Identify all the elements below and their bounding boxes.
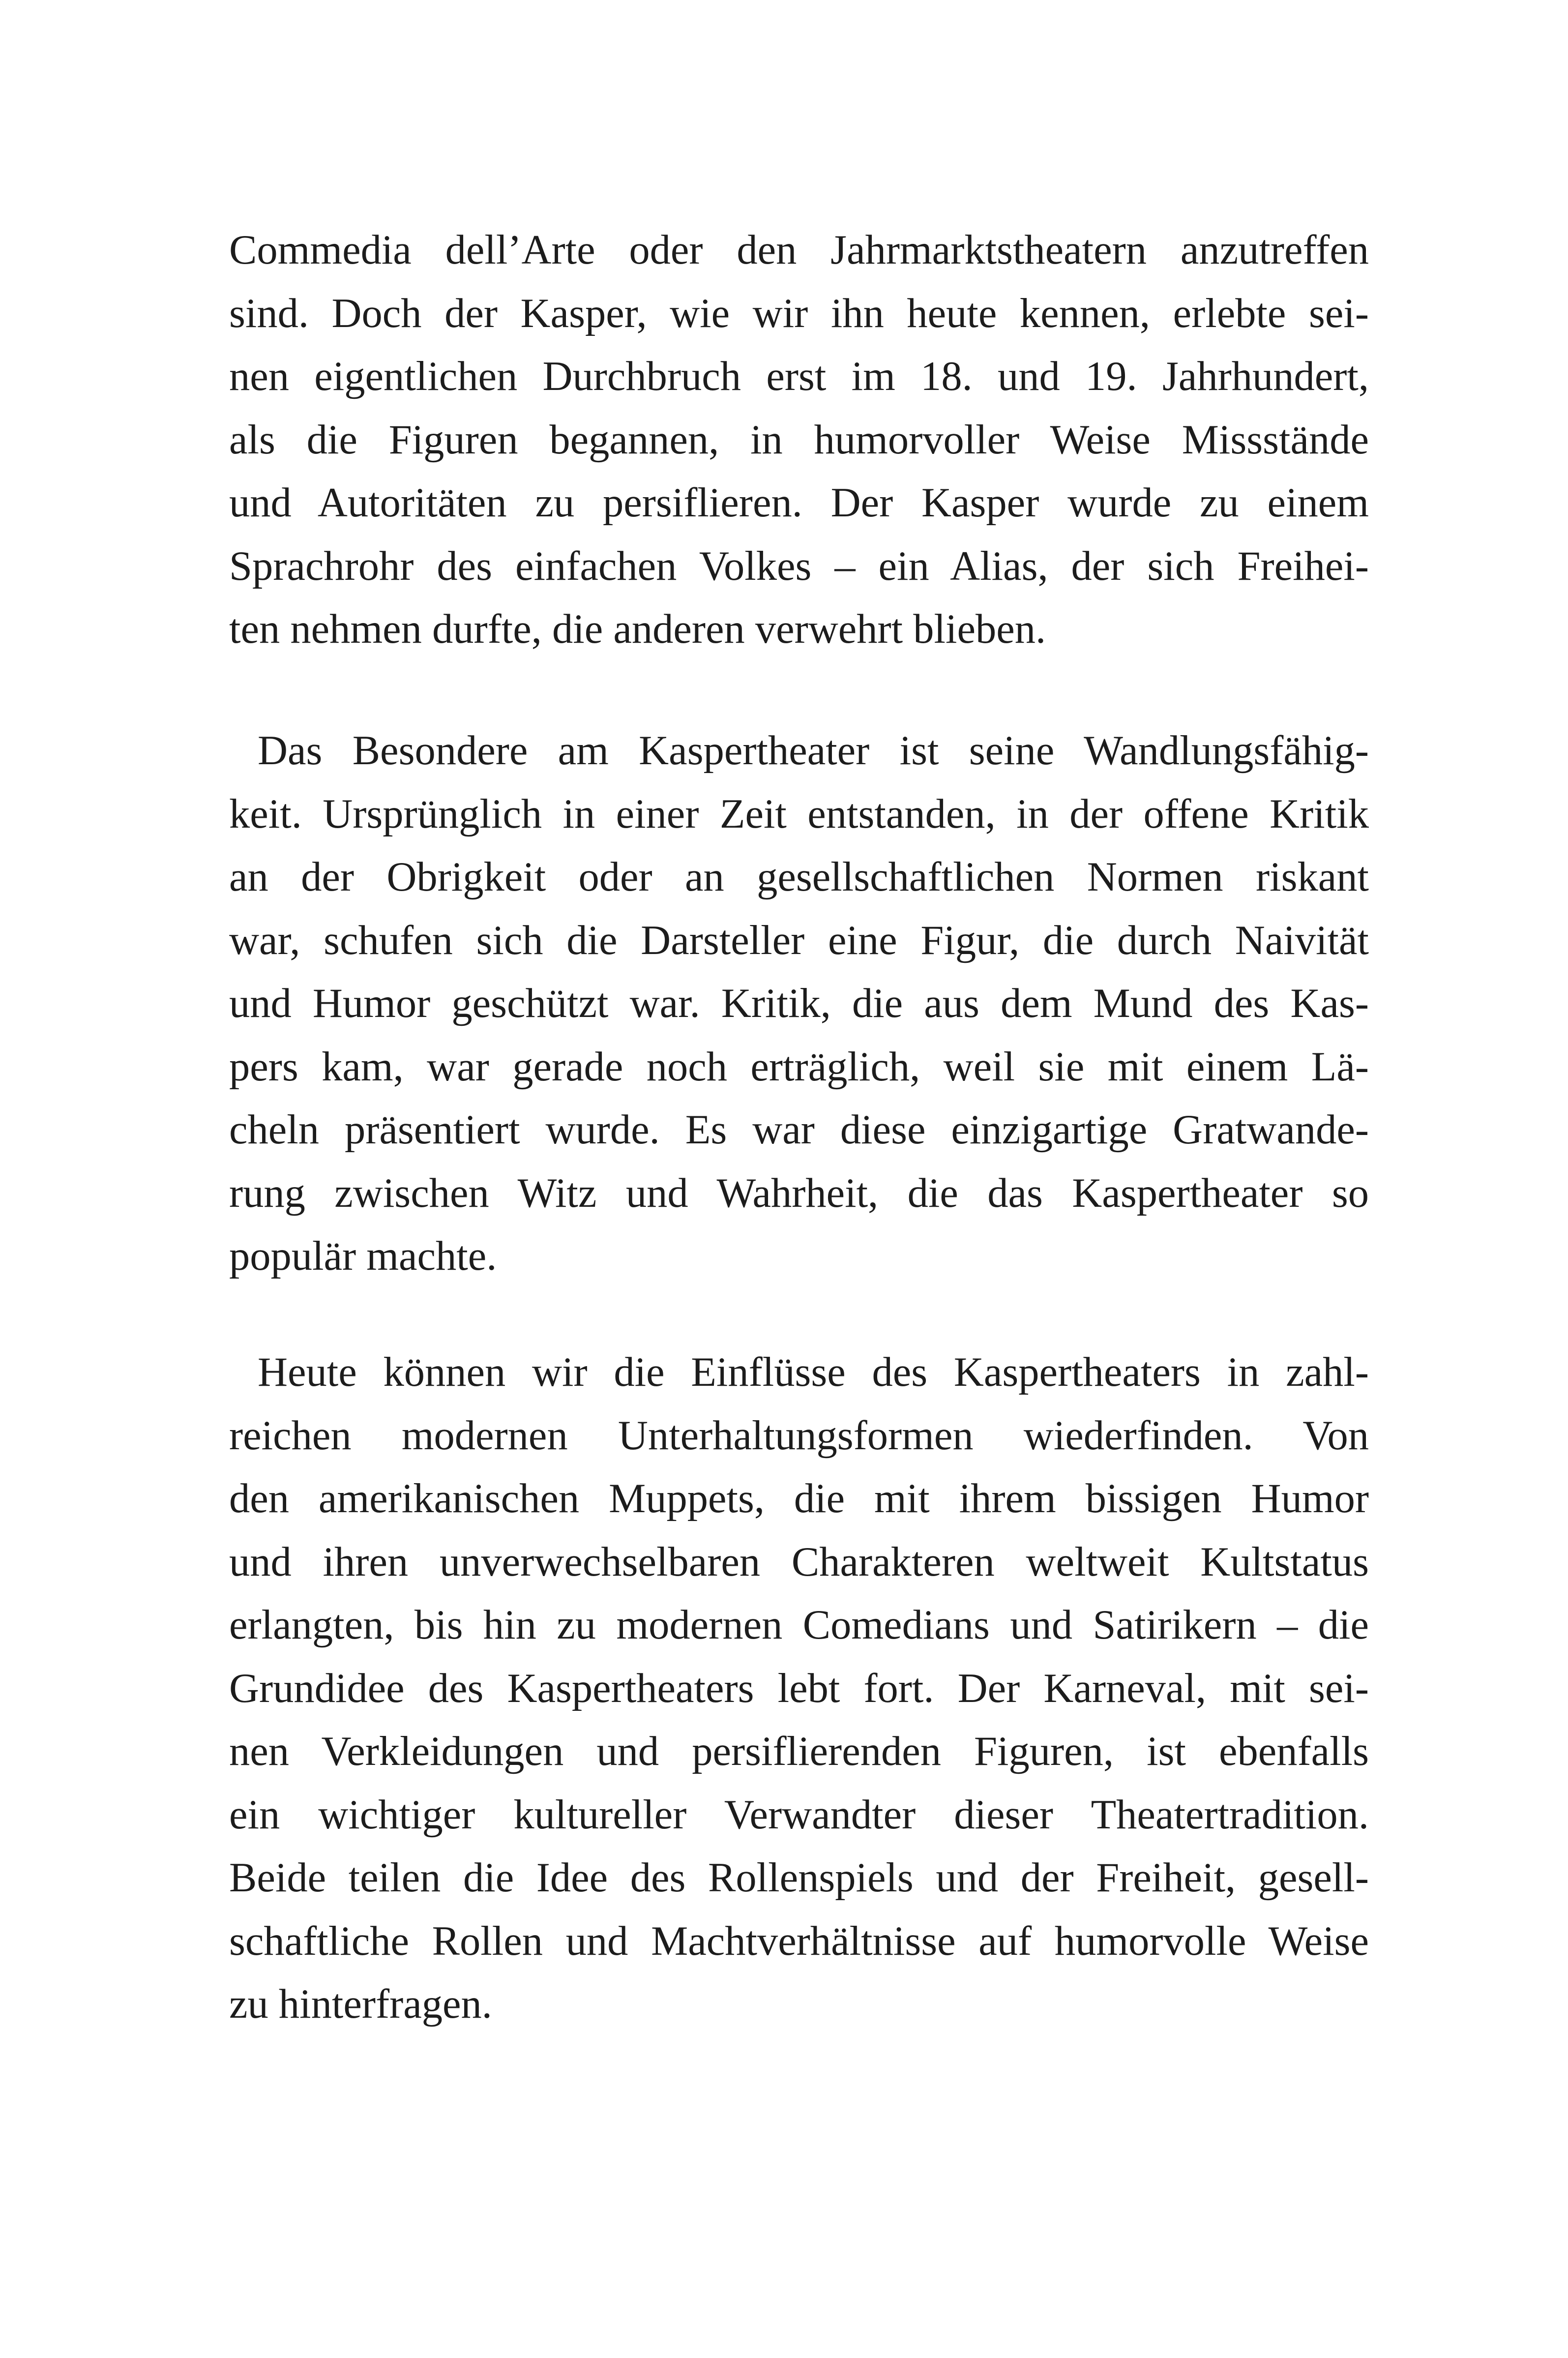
paragraph-3 <box>229 1341 1369 2036</box>
text-line: Beide teilen die Idee des Rollenspiels und der Freiheit, gesell- <box>229 1855 1369 1901</box>
text-line: ein wichtiger kultureller Verwandter dieser Theatertradition. <box>229 1791 1369 1838</box>
paragraph-1 <box>229 219 1369 661</box>
text-line: als die Figuren begannen, in humorvoller Weise Missstände <box>229 417 1369 463</box>
text-line: an der Obrigkeit oder an gesellschaftlichen Normen riskant <box>229 854 1369 900</box>
text-line: war, schufen sich die Darsteller eine Figur, die durch Naivität <box>229 917 1369 963</box>
text-line: nen eigentlichen Durchbruch erst im 18. und 19. Jahrhundert, <box>229 354 1369 399</box>
text-line: reichen modernen Unterhaltungsformen wiederfinden. Von <box>229 1412 1369 1459</box>
text-line: und Autoritäten zu persiflieren. Der Kasper wurde zu einem <box>229 480 1369 526</box>
text-line: rung zwischen Witz und Wahrheit, die das Kaspertheater so <box>229 1170 1369 1216</box>
text-line: schaftliche Rollen und Machtverhältnisse auf humorvolle Weise <box>229 1918 1369 1964</box>
text-line: erlangten, bis hin zu modernen Comedians und Satirikern – die <box>229 1602 1369 1648</box>
text-line: und ihren unverwechselbaren Charakteren weltweit Kultstatus <box>229 1539 1369 1585</box>
text-line: Commedia dell’Arte oder den Jahrmarktstheatern anzutreffen <box>229 227 1369 273</box>
text-line: Das Besondere am Kaspertheater ist seine Wandlungsfähig- <box>258 728 1369 774</box>
text-line: zu hinterfragen. <box>229 1981 492 2027</box>
text-line: Sprachrohr des einfachen Volkes – ein Alias, der sich Freihei- <box>229 543 1369 589</box>
text-line: Grundidee des Kaspertheaters lebt fort. Der Karneval, mit sei- <box>229 1665 1369 1711</box>
text-line: Heute können wir die Einflüsse des Kaspertheaters in zahl- <box>258 1349 1369 1395</box>
text-line: ten nehmen durfte, die anderen verwehrt blieben. <box>229 606 1046 652</box>
text-line: und Humor geschützt war. Kritik, die aus dem Mund des Kas- <box>229 981 1369 1026</box>
paragraph-2 <box>229 719 1369 1288</box>
text-line: keit. Ursprünglich in einer Zeit entstanden, in der offene Kritik <box>229 791 1369 837</box>
text-line: populär machte. <box>229 1233 497 1279</box>
text-line: sind. Doch der Kasper, wie wir ihn heute kennen, erlebte sei- <box>229 290 1369 336</box>
text-line: pers kam, war gerade noch erträglich, weil sie mit einem Lä- <box>229 1044 1369 1090</box>
text-line: den amerikanischen Muppets, die mit ihrem bissigen Humor <box>229 1476 1369 1522</box>
text-line: nen Verkleidungen und persiflierenden Figuren, ist ebenfalls <box>229 1729 1369 1774</box>
text-line: cheln präsentiert wurde. Es war diese einzigartige Gratwande- <box>229 1107 1369 1153</box>
